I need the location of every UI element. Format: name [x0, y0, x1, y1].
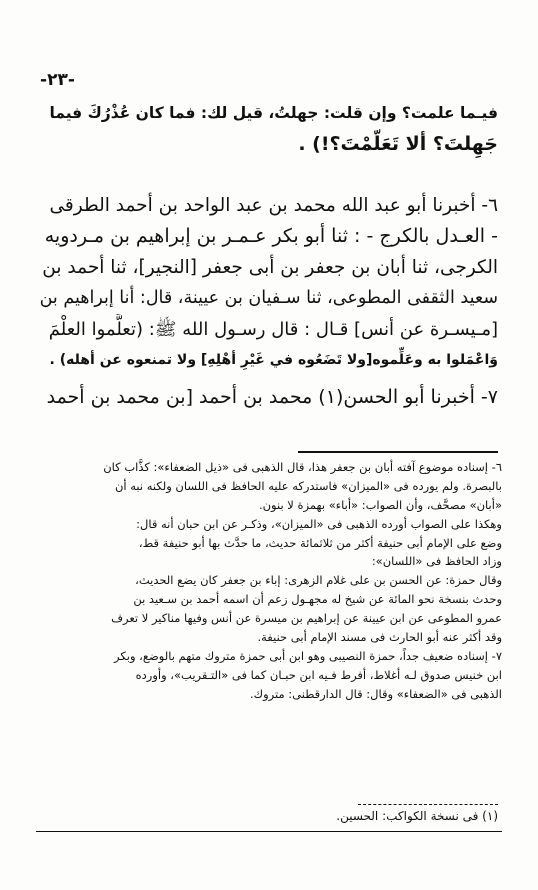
body-line: جَهِلتَ؟ ألا تَعَلَّمْتَ؟!) .: [298, 133, 498, 155]
note-line: «أبان» مصحَّف، وأن الصواب: «أباء» بهمزة لا بنون.: [258, 497, 502, 512]
note-line: بالبصرة. ولم يورده فى «الميزان» فاستدركه عليه الحافظ فى اللسان ولكنه نبه أن: [114, 478, 502, 493]
commentary-notes: [36, 458, 502, 704]
note-line: وقد أكثر عنه أبو الحارث فى مسند الإمام أبى حنيفة.: [257, 630, 502, 645]
note-line: وزاد الحافظ فى «اللسان»:: [371, 554, 502, 569]
footnote-separator: [298, 451, 498, 453]
note-line: ٦- إسناده موضوع آفته أبان بن جعفر هذا، قال الذهبى فى «ذيل الضعفاء»: كذَّاب كان: [103, 460, 502, 474]
footnote: (١) فى نسخة الكواكب: الحسين.: [336, 809, 498, 823]
note-line: وهكذا على الصواب أورده الذهبى فى «الميزان»، وذكـر عن ابن حبان أنه قال:: [136, 516, 502, 531]
note-line: عمرو المطوعى عن ابن عيينة عن إبراهيم بن ميسرة عن أنس وفيها مناكير لا تعرف: [111, 611, 502, 626]
note-line: وضع على الإمام أبى حنيفة أكثر من ثلاثمائة حديث، ما حدَّث بها أبو حنيفة قط،: [138, 535, 502, 550]
main-text: [40, 98, 498, 160]
note-line: ٧- إسناده ضعيف جداً، حمزة النصيبى وهو ابن أبى حمزة متروك متهم بالوضع، وبكر: [114, 648, 502, 663]
note-line: الذهبى فى «الضعفاء» وقال: قال الدارقطنى: متروك.: [249, 686, 502, 701]
body-line: فيـما علمت؟ وإن قلت: جهلتُ، قيل لك: فما كان عُذْرُكَ فيما: [49, 104, 498, 122]
body-line: ٦- أخبرنا أبو عبد الله محمد بن عبد الواحد بن أحمد الطرقى: [49, 195, 498, 216]
body-line: [مـيسـرة عن أنس] قـال : قال رسـول الله ﷺ: (تعلَّموا العلْمَ: [48, 319, 498, 340]
dashed-separator: [358, 804, 498, 805]
note-line: وحدث بنسخة نحو المائة عن شيخ له مجهـول زعم أن اسمه أحمد بن سـعيد بن: [133, 592, 502, 607]
note-line: وقال حمزة: عن الحسن بن على غلام الزهرى: إباء بن جعفر كان يضع الحديث،: [135, 573, 502, 588]
main-text-hadith: [40, 190, 498, 413]
body-line: ٧- أخبرنا أبو الحسن(١) محمد بن أحمد [بن محمد بن أحمد: [46, 386, 498, 408]
body-line: الكرجى، ثنا أبان بن جعفر بن أبى جعفر [النجير]، ثنا أحمد بن: [42, 257, 498, 278]
bottom-rule: [36, 831, 502, 832]
body-line: - العـدل بالكرج - : ثنا أبو بكر عـمـر بن إبراهيم بن مـردويه: [44, 225, 498, 247]
body-line: وَاعْمَلوا به وعَلِّموه[ولا تَضَعُوه في غَيْرِ أهْلِهِ] ولا تمنعوه عن أهله) .: [49, 352, 498, 368]
note-line: ابن خنيس صدوق لـه أغلاط، أفرط فـيه ابن حبـان كما فى «التـقريب»، وأورده: [135, 667, 502, 682]
page-number: -٢٣-: [40, 70, 75, 90]
body-line: سعيد الثقفى المطوعى، ثنا سـفيان بن عيينة، قال: أنا إبراهيم بن: [40, 288, 498, 308]
